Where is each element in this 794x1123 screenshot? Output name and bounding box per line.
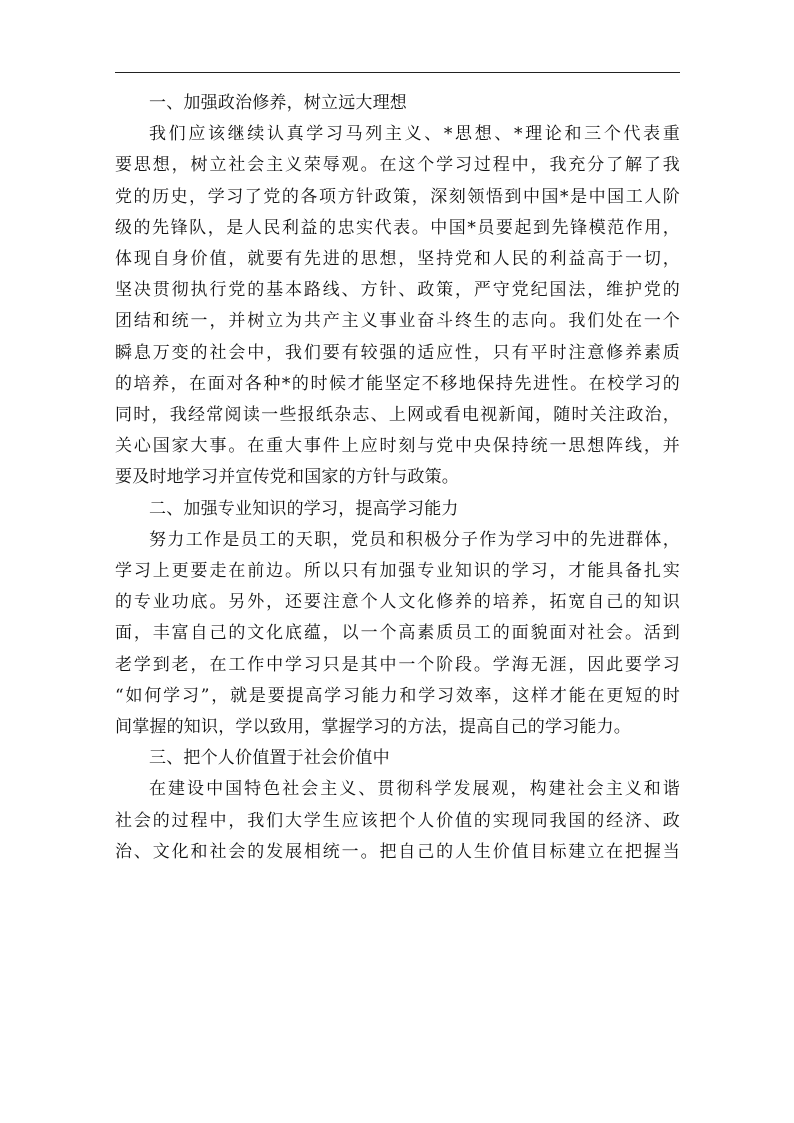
paragraph-line: 的培养，在面对各种*的时候才能坚定不移地保持先进性。在校学习的 [115, 373, 680, 394]
section-heading-1 [115, 88, 680, 119]
paragraph-line: 我们应该继续认真学习马列主义、*思想、*理论和三个代表重 [149, 124, 680, 145]
paragraph-line: 面，丰富自己的文化底蕴，以一个高素质员工的面貌面对社会。活到 [115, 623, 680, 644]
paragraph-line: 团结和统一，并树立为共产主义事业奋斗终生的志向。我们处在一个 [115, 311, 680, 332]
paragraph-line: 要思想，树立社会主义荣辱观。在这个学习过程中，我充分了解了我 [115, 155, 680, 176]
paragraph-line: 治、文化和社会的发展相统一。把自己的人生价值目标建立在把握当 [115, 841, 680, 862]
heading-text: 三、把个人价值置于社会价值中 [149, 748, 390, 769]
paragraph-line: 同时，我经常阅读一些报纸杂志、上网或看电视新闻，随时关注政治， [115, 405, 680, 426]
paragraph-line: 瞬息万变的社会中，我们要有较强的适应性，只有平时注意修养素质 [115, 342, 680, 363]
header-rule [115, 72, 680, 73]
section-paragraph-2 [115, 525, 680, 743]
paragraph-line: 关心国家大事。在重大事件上应时刻与党中央保持统一思想阵线，并 [115, 436, 680, 457]
document-body [115, 88, 680, 868]
paragraph-line: 社会的过程中，我们大学生应该把个人价值的实现同我国的经济、政 [115, 810, 680, 831]
paragraph-line: 老学到老，在工作中学习只是其中一个阶段。学海无涯，因此要学习 [115, 654, 680, 675]
paragraph-line: 级的先锋队，是人民利益的忠实代表。中国*员要起到先锋模范作用， [115, 217, 680, 238]
section-paragraph-1 [115, 119, 680, 493]
section-paragraph-3 [115, 774, 680, 868]
paragraph-line: 坚决贯彻执行党的基本路线、方针、政策，严守党纪国法，维护党的 [115, 280, 680, 301]
paragraph-line: 体现自身价值，就要有先进的思想，坚持党和人民的利益高于一切， [115, 249, 680, 270]
paragraph-line: 努力工作是员工的天职，党员和积极分子作为学习中的先进群体， [149, 529, 680, 550]
heading-text: 一、加强政治修养，树立远大理想 [149, 93, 407, 113]
paragraph-line: 要及时地学习并宣传党和国家的方针与政策。 [115, 467, 459, 488]
section-heading-2 [115, 494, 680, 525]
paragraph-line: 学习上更要走在前边。所以只有加强专业知识的学习，才能具备扎实 [115, 561, 680, 582]
paragraph-line: 党的历史，学习了党的各项方针政策，深刻领悟到中国*是中国工人阶 [115, 186, 680, 207]
paragraph-line: 在建设中国特色社会主义、贯彻科学发展观，构建社会主义和谐 [149, 779, 680, 800]
paragraph-line: 的专业功底。另外，还要注意个人文化修养的培养，拓宽自己的知识 [115, 592, 680, 613]
paragraph-line: 间掌握的知识，学以致用，掌握学习的方法，提高自己的学习能力。 [115, 717, 631, 738]
paragraph-line: “如何学习”，就是要提高学习能力和学习效率，这样才能在更短的时 [115, 685, 680, 706]
heading-text: 二、加强专业知识的学习，提高学习能力 [149, 498, 459, 519]
section-heading-3 [115, 743, 680, 774]
